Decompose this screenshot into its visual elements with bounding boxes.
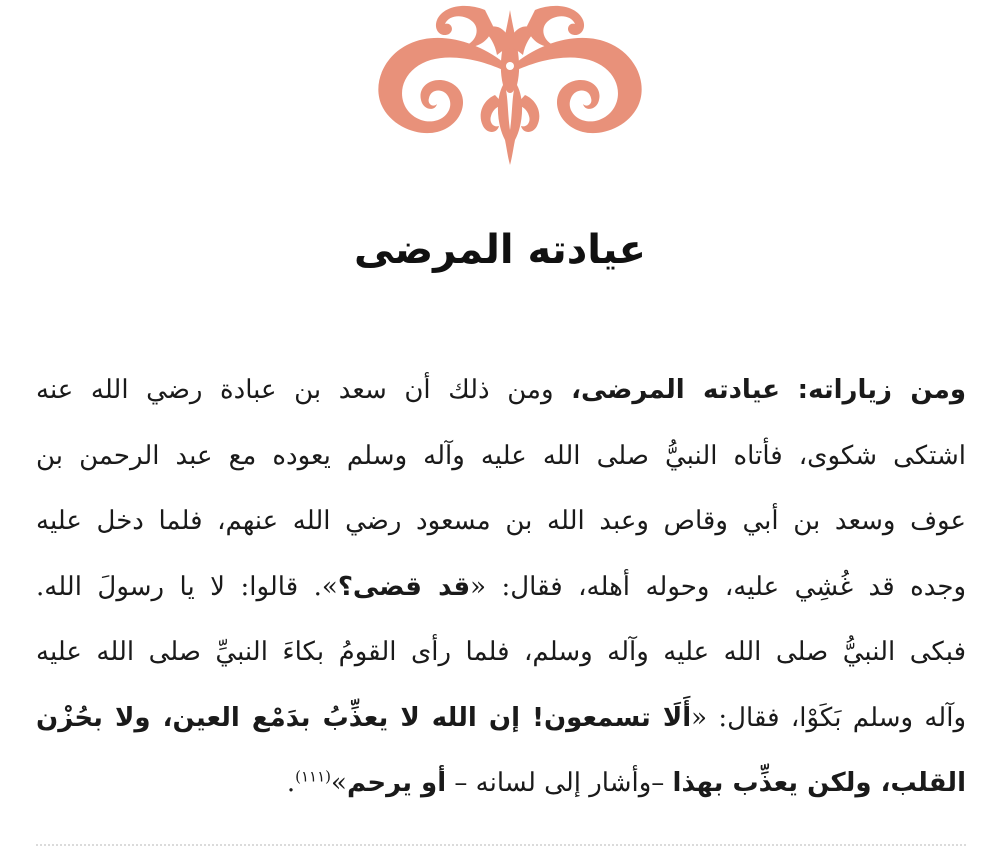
text-line [36,751,966,817]
bold-phrase: القلب، ولكن يعذِّب بهذا [672,768,966,798]
text-line [36,555,966,621]
text-run: . [286,768,296,798]
text-run: وجده قد غُشِي عليه، وحوله أهله، فقال: « [470,571,966,602]
text-line [36,489,966,555]
floral-ornament-icon [365,0,655,170]
footnote-marker: (١١١) [295,767,332,786]
text-run: ومن ذلك أن سعد بن عبادة رضي الله عنه [36,375,572,405]
text-run: اشتكى شكوى، فأتاه النبيُّ صلى الله عليه وآله وسلم يعوده مع عبد الرحمن بن [36,440,966,471]
text-run: –وأشار إلى لسانه – [446,768,673,798]
text-run: فبكى النبيُّ صلى الله عليه وآله وسلم، فلما رأى القومُ بكاءَ النبيِّ صلى الله عليه [36,637,966,667]
text-run [780,375,798,405]
text-run: » [331,768,347,798]
text-line [36,424,966,490]
text-run: ». قالوا: لا يا رسولَ الله. [36,571,338,602]
text-line [36,686,966,752]
bold-phrase: ومن زياراته: [797,375,967,405]
bold-phrase: قد قضى؟ [337,571,471,602]
text-line [36,620,966,686]
bold-phrase: أو يرحم [346,768,447,798]
body-paragraph [36,358,966,817]
next-line-clipped [36,826,966,866]
section-title: عيادته المرضى [354,227,646,273]
bold-phrase: أَلَا تسمعون! إن الله لا يعذِّبُ بدَمْع العين، ولا بحُزْن [36,702,692,733]
text-run: عوف وسعد بن أبي وقاص وعبد الله بن مسعود رضي الله عنهم، فلما دخل عليه [36,506,966,536]
bold-phrase: عيادته المرضى، [571,375,781,405]
text-run: وآله وسلم بَكَوْا، فقال: « [691,702,966,733]
text-line [36,358,966,424]
